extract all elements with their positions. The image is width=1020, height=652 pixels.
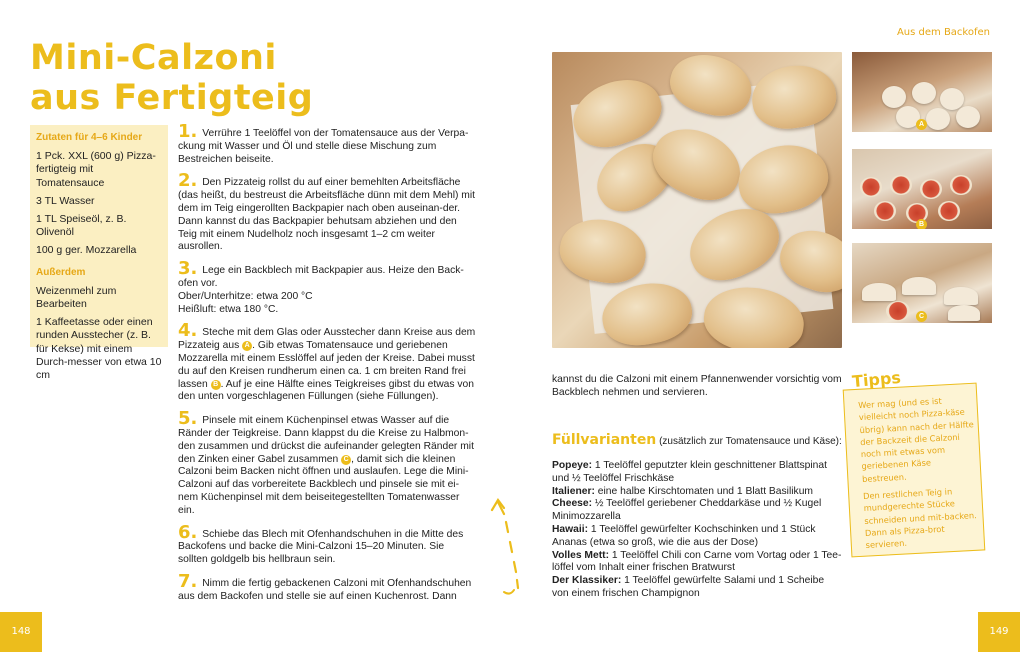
extra-heading: Außerdem xyxy=(36,266,86,278)
photo-label: C xyxy=(916,311,927,322)
filling-text: eine halbe Kirschtomaten und 1 Blatt Basilikum xyxy=(594,485,813,497)
step-text-line: Ober/Unterhitze: etwa 200 °C xyxy=(178,290,313,302)
ingredient-item: 3 TL Wasser xyxy=(36,194,95,207)
ingredients-box xyxy=(30,125,168,382)
filling-item xyxy=(552,524,842,550)
step-7 xyxy=(178,570,476,604)
page-number-left: 148 xyxy=(0,612,42,652)
step-number: 1. xyxy=(178,121,198,142)
tips-text xyxy=(858,393,982,556)
filling-item xyxy=(552,486,842,499)
calzoni-photo xyxy=(552,52,842,348)
filling-text: 1 Teelöffel Chili con Carne vom Vortag oder 1 Tee-löffel vom Inhalt einer frischen Bratwurst xyxy=(552,549,842,574)
steps-column xyxy=(178,121,476,613)
step-number: 7. xyxy=(178,570,198,592)
filling-name: Popeye: xyxy=(552,460,593,471)
step-photo-c xyxy=(852,243,992,323)
step-text: Pinsele mit einem Küchenpinsel etwas Wasser auf die Ränder der Teigkreise. Dann klappst du die Kreise zu Halbmon-den zusammen und drückst die aufeinander gelegten Ränder mit den Zinken einer Gabel zusammen xyxy=(178,415,474,465)
tips-title: Tipps xyxy=(851,367,902,392)
step-number: 3. xyxy=(178,258,198,280)
step-5 xyxy=(178,408,476,517)
filling-name: Volles Mett: xyxy=(552,549,610,561)
filling-item xyxy=(552,498,842,524)
filling-name: Italiener: xyxy=(552,485,595,497)
filling-item xyxy=(552,550,842,576)
step-text: Nimm die fertig gebackenen Calzoni mit Ofenhandschuhen aus dem Backofen und stelle sie auf einen Kuchenrost. Dann xyxy=(178,577,472,602)
dashed-arrow-icon xyxy=(484,492,524,596)
tip-paragraph: Den restlichen Teig in mundgerechte Stücke schneiden und mit-backen. Dann als Pizza-brot servieren. xyxy=(862,486,977,551)
step-photo-a xyxy=(852,52,992,132)
step-text: Den Pizzateig rollst du auf einer bemehlten Arbeitsfläche (das heißt, du bestreust die Arbeitsfläche dünn mit dem Mehl) mit dem im Teig eingerollten Backpapier nach oben auseinan-der. Dann kannst du das Backpapier behutsam abziehen und den Teig mit einem Nudelholz noch insgesamt 1–2 cm weiter ausrollen. xyxy=(178,177,476,253)
step-text: . Auf je eine Hälfte eines Teigkreises gibst du etwas von den unten vorgeschlagenen Füllungen (siehe Füllungen). xyxy=(178,378,475,403)
step-text: . Gib etwas Tomatensauce und geriebenen Mozzarella mit einem Esslöffel auf jeden der Kreise. Dabei musst du auf den Kreisen rundherum einen ca. 1 cm breiten Rand frei lassen xyxy=(178,340,475,390)
filling-item xyxy=(552,460,842,486)
filling-text: 1 Teelöffel geputzter klein geschnittener Blattspinat und ½ Teelöffel Frischkäse xyxy=(552,460,827,484)
filling-text: 1 Teelöffel gewürfelte Salami und 1 Scheibe von einem frischen Champignon xyxy=(552,575,825,599)
recipe-title-line-1: Mini-Calzoni xyxy=(30,38,277,78)
fillings-heading-row xyxy=(552,432,852,448)
step-number: 6. xyxy=(178,521,198,543)
filling-item xyxy=(552,575,842,601)
ingredients-heading: Zutaten für 4–6 Kinder xyxy=(36,132,143,143)
section-tag: Aus dem Backofen xyxy=(896,27,990,38)
step-text: Schiebe das Blech mit Ofenhandschuhen in die Mitte des Backofens und backe die Mini-Calzoni 15–20 Minuten. Sie sollten goldgelb bis hellbraun sein. xyxy=(178,528,464,566)
step-number: 5. xyxy=(178,408,198,430)
step-4 xyxy=(178,320,476,404)
photo-ref-badge: B xyxy=(211,380,221,390)
step-number: 2. xyxy=(178,170,198,192)
step-number: 4. xyxy=(178,320,198,342)
ingredient-item: 1 Pck. XXL (600 g) Pizza-fertigteig mit Tomatensauce xyxy=(36,150,156,189)
photo-label: A xyxy=(916,119,927,130)
fillings-list xyxy=(552,460,842,601)
page-number-right: 149 xyxy=(978,612,1020,652)
step-text-line: Heißluft: etwa 180 °C. xyxy=(178,303,279,315)
extra-item: Weizenmehl zum Bearbeiten xyxy=(36,284,117,311)
step-3 xyxy=(178,258,476,316)
recipe-title xyxy=(30,38,330,118)
step-1 xyxy=(178,121,476,166)
filling-text: ½ Teelöffel geriebener Cheddarkäse und ½ Kugel Minimozzarella xyxy=(552,498,822,523)
tip-paragraph: Wer mag (und es ist vielleicht noch Pizza-käse übrig) kann nach der Hälfte der Backzeit die Calzoni noch mit etwas vom geriebenen Käse bestreuen. xyxy=(858,395,974,484)
recipe-title-line-2: aus Fertigteig xyxy=(30,78,314,118)
fillings-heading: Füllvarianten xyxy=(552,432,657,448)
photo-ref-badge: A xyxy=(242,341,252,351)
photo-ref-badge: C xyxy=(341,455,351,465)
filling-name: Cheese: xyxy=(552,498,593,510)
step-text: Verrühre 1 Teelöffel von der Tomatensauce aus der Verpa-ckung mit Wasser und Öl und stelle diese Mischung zum Bestreichen beiseite. xyxy=(178,128,469,165)
photo-label: B xyxy=(916,219,927,229)
extra-item: 1 Kaffeetasse oder einen runden Ausstecher (z. B. für Kekse) mit einem Durch-messer von etwa 10 cm xyxy=(36,316,162,382)
step-photo-b xyxy=(852,149,992,229)
step-2 xyxy=(178,170,476,254)
ingredient-item: 1 TL Speiseöl, z. B. Olivenöl xyxy=(36,213,127,239)
step-6 xyxy=(178,521,476,567)
step-text: Lege ein Backblech mit Backpapier aus. Heize den Back-ofen vor. xyxy=(178,265,464,289)
step-text: , damit sich die kleinen Calzoni beim Backen nicht öffnen und auslaufen. Lege die Mini-Calzoni auf das vorbereitete Backblech und pinsele sie mit ei-nem Küchenpinsel mit dem beiseitegestellten Tomatenwasser ein. xyxy=(178,453,469,516)
fillings-subheading: (zusätzlich zur Tomatensauce und Käse): xyxy=(659,436,842,447)
filling-name: Hawaii: xyxy=(552,523,589,535)
step-continuation: kannst du die Calzoni mit einem Pfannenwender vorsichtig vom Backblech nehmen und servieren. xyxy=(552,374,842,398)
ingredient-item: 100 g ger. Mozzarella xyxy=(36,244,137,257)
filling-name: Der Klassiker: xyxy=(552,575,622,587)
step-text: Steche mit dem Glas oder Ausstecher dann Kreise aus dem Pizzateig aus xyxy=(178,327,476,352)
filling-text: 1 Teelöffel gewürfelter Kochschinken und 1 Stück Ananas (etwa so groß, wie die aus der Dose) xyxy=(552,523,816,548)
